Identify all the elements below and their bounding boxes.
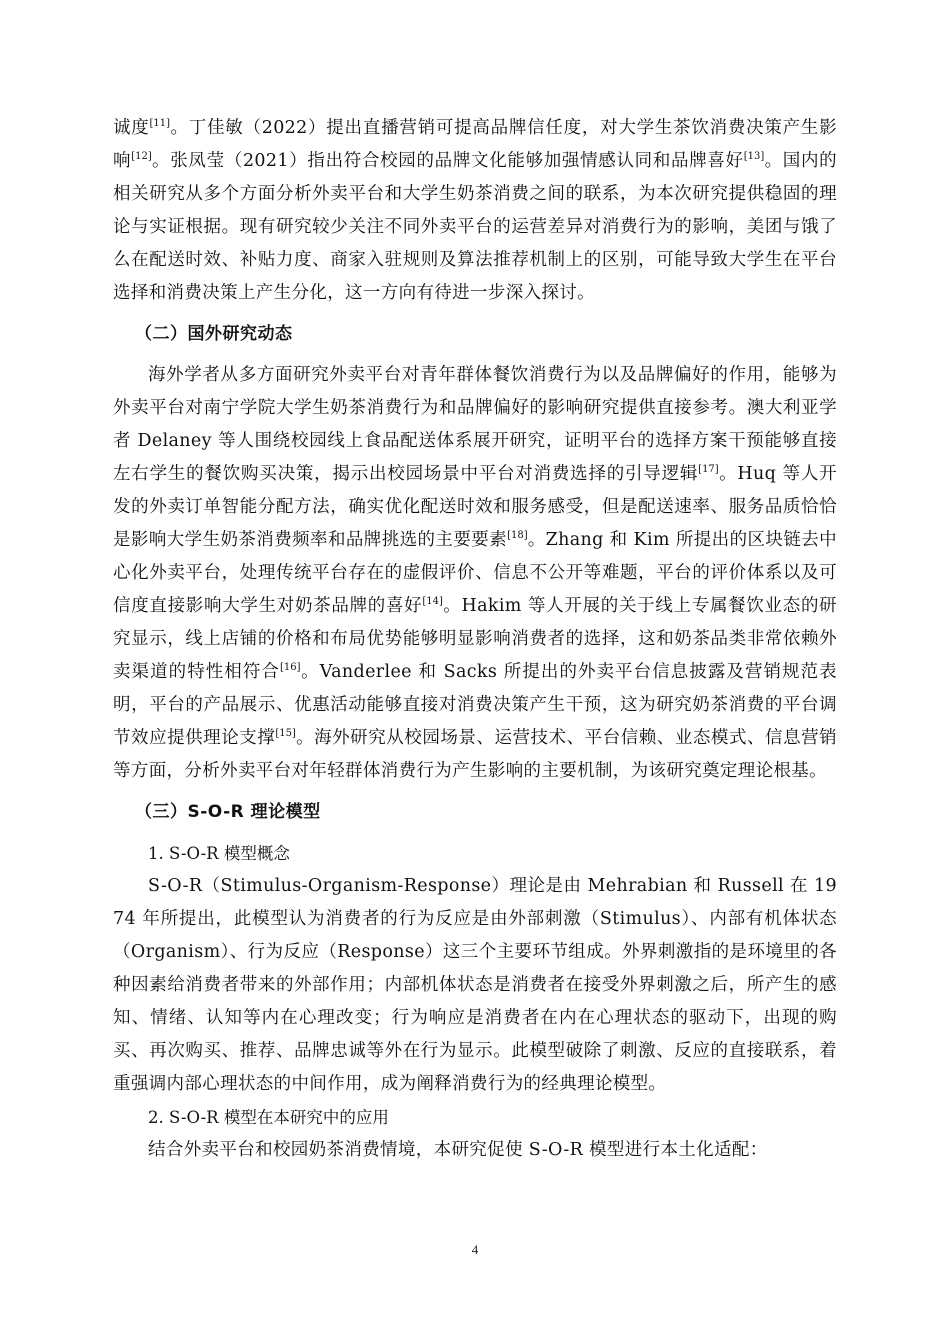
citation-ref: [13] — [743, 151, 765, 163]
foreign-research-paragraph — [113, 359, 837, 788]
citation-ref: [16] — [279, 662, 301, 674]
intro-paragraph — [113, 112, 837, 310]
text-run: 。海外研究从校园场景、运营技术、平台信赖、业态模式、信息营销等方面，分析外卖平台对年轻群体消费行为产生影响的主要机制，为该研究奠定理论根基。 — [113, 728, 837, 781]
page-number: 4 — [471, 1242, 479, 1257]
citation-ref: [18] — [507, 530, 528, 542]
section-heading-sor-model: （三）S-O-R 理论模型 — [135, 802, 321, 822]
sor-concept-paragraph: S-O-R（Stimulus-Organism-Response）理论是由 Mehrabian 和 Russell 在 1974 年所提出，此模型认为消费者的行为反应是由外部刺激（Stimulus）、内部有机体状态（Organism）、行为反应（Response）这三个主要环节组成。外界刺激指的是环境里的各种因素给消费者带来的外部作用；内部机体状态是消费者在接受外界刺激之后，所产生的感知、情绪、认知等内在心理改变；行为响应是消费者在内在心理状态的驱动下，出现的购买、再次购买、推荐、品牌忠诚等外在行为显示。此模型破除了刺激、反应的直接联系，着重强调内部心理状态的中间作用，成为阐释消费行为的经典理论模型。 — [113, 876, 837, 1094]
text-run: 。张凤莹（2021）指出符合校园的品牌文化能够加强情感认同和品牌喜好 — [151, 151, 744, 171]
text-run: 。Zhang 和 Kim 所提出的区块链去中心化外卖平台，处理传统平台存在的虚假评价、信息不公开等难题，平台的评价体系以及可信度直接影响大学生对奶茶品牌的喜好 — [113, 530, 837, 616]
text-run: 诚度 — [113, 118, 150, 138]
text-run: 。Huq 等人开发的外卖订单智能分配方法，确实优化配送时效和服务感受，但是配送速率、服务品质恰恰是影响大学生奶茶消费频率和品牌挑选的主要要素 — [113, 464, 837, 550]
citation-ref: [14] — [422, 596, 443, 608]
citation-ref: [12] — [131, 151, 152, 163]
text-run: 。Vanderlee 和 Sacks 所提出的外卖平台信息披露及营销规范表明，平台的产品展示、优惠活动能够直接对消费决策产生干预，这为研究奶茶消费的平台调节效应提供理论支撑 — [113, 662, 837, 748]
citation-ref: [15] — [275, 728, 296, 740]
document-body — [113, 112, 837, 1167]
citation-ref: [11] — [149, 118, 171, 130]
sor-application-paragraph: 结合外卖平台和校园奶茶消费情境，本研究促使 S-O-R 模型进行本土化适配： — [148, 1140, 768, 1160]
section-heading-foreign-research: （二）国外研究动态 — [135, 324, 293, 344]
text-run: 。丁佳敏（2022）提出直播营销可提高品牌信任度，对大学生茶饮消费决策产生影响 — [113, 118, 837, 171]
subsection-heading-sor-concept: 1. S-O-R 模型概念 — [148, 844, 290, 863]
text-run: 。Hakim 等人开展的关于线上专属餐饮业态的研究显示，线上店铺的价格和布局优势能够明显影响消费者的选择，这和奶茶品类非常依赖外卖渠道的特性相符合 — [113, 596, 838, 682]
text-run: 。国内的相关研究从多个方面分析外卖平台和大学生奶茶消费之间的联系，为本次研究提供稳固的理论与实证根据。现有研究较少关注不同外卖平台的运营差异对消费行为的影响，美团与饿了么在配送时效、补贴力度、商家入驻规则及算法推荐机制上的区别，可能导致大学生在平台选择和消费决策上产生分化，这一方向有待进一步深入探讨。 — [113, 151, 837, 303]
subsection-heading-sor-application: 2. S-O-R 模型在本研究中的应用 — [148, 1108, 389, 1127]
text-run: 海外学者从多方面研究外卖平台对青年群体餐饮消费行为以及品牌偏好的作用，能够为外卖平台对南宁学院大学生奶茶消费行为和品牌偏好的影响研究提供直接参考。澳大利亚学者 Delaney 等人围绕校园线上食品配送体系展开研究，证明平台的选择方案干预能够直接左右学生的餐饮购买决策，揭示出校园场景中平台对消费选择的引导逻辑 — [113, 365, 837, 484]
citation-ref: [17] — [698, 464, 719, 476]
